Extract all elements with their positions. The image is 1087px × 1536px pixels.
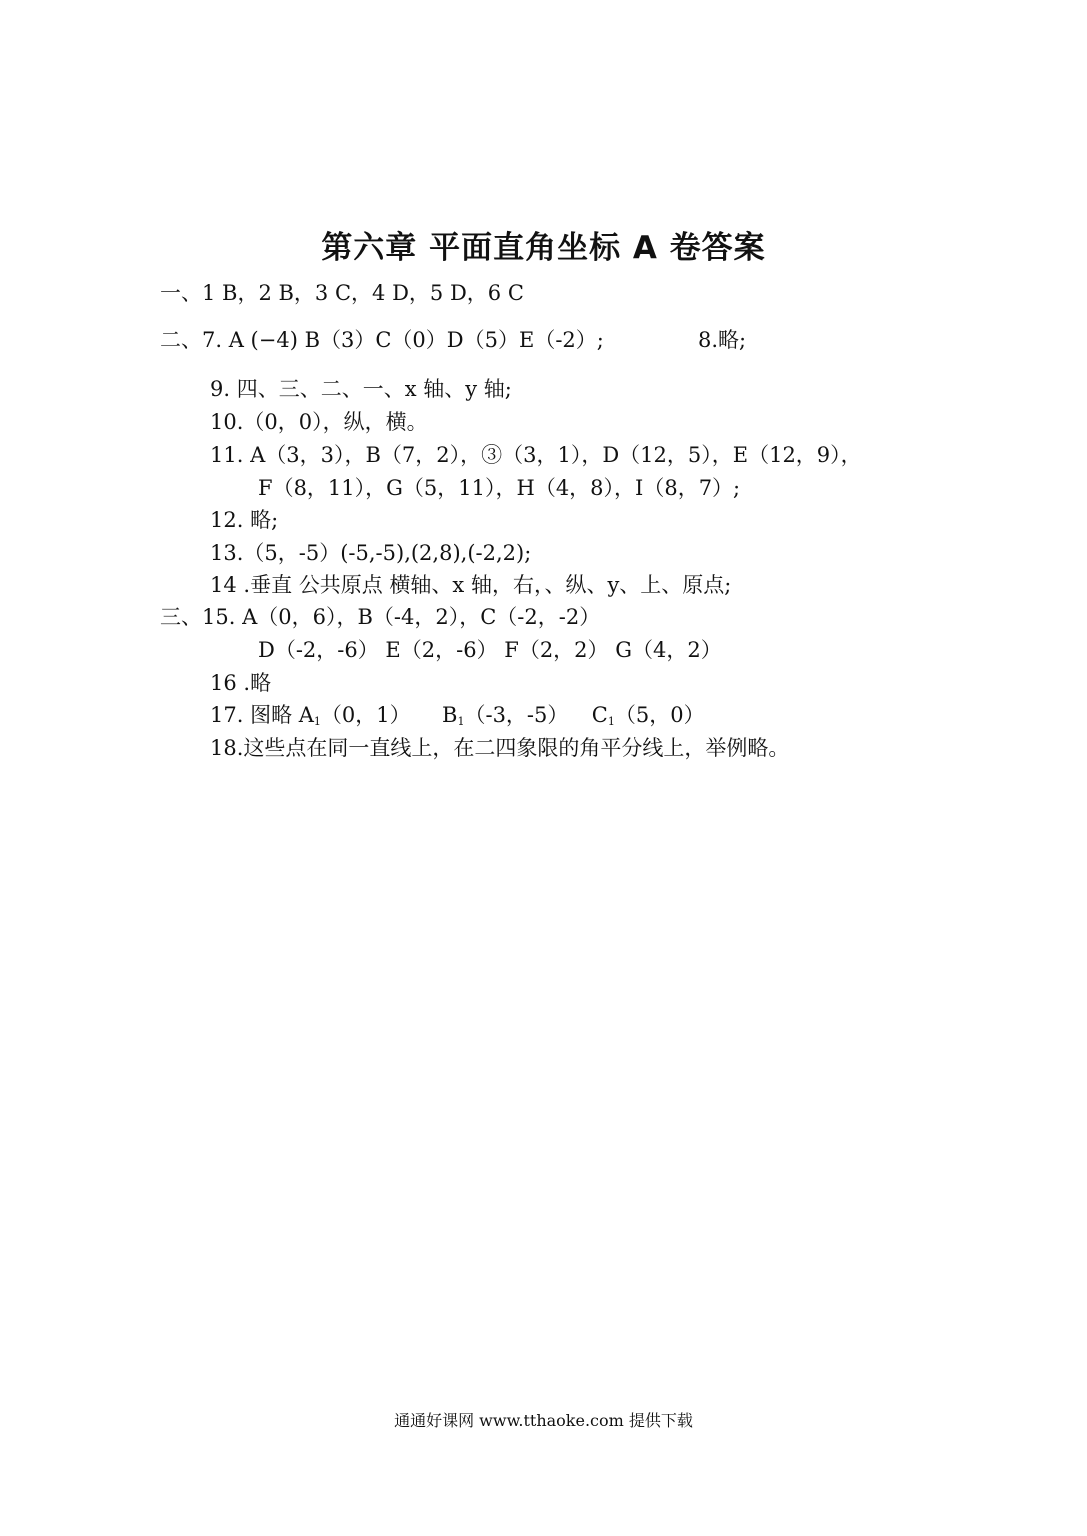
q11-answer-line1: 11. A（3，3），B（7，2），③（3，1），D（12，5），E（12，9），	[210, 443, 862, 467]
q17-c-value: （5，0）	[614, 703, 705, 727]
section1-answers: 一、1 B，2 B，3 C，4 D，5 D，6 C	[160, 281, 524, 305]
page-title: 第六章 平面直角坐标 A 卷答案	[321, 230, 766, 266]
footer-source: 通通好课网 www.tthaoke.com 提供下载	[394, 1411, 693, 1430]
q15-answer-line1: 三、15. A（0，6），B（-4，2），C（-2，-2）	[160, 605, 601, 629]
q17-prefix: 17. 图略 A	[210, 703, 314, 727]
q17-a-subscript: 1	[313, 715, 321, 728]
q14-answer: 14 .垂直 公共原点 横轴、x 轴，右，、纵、y、上、原点;	[210, 573, 732, 597]
q16-answer: 16 .略	[210, 671, 272, 695]
q17-c-label: C	[591, 703, 608, 727]
q8-answer: 8.略;	[698, 328, 747, 352]
q7-answer: 二、7. A (−4) B（3）C（0）D（5）E（-2）;	[160, 328, 604, 352]
q10-answer: 10.（0，0），纵，横。	[210, 410, 428, 434]
q12-answer: 12. 略;	[210, 508, 279, 532]
q17-b-value: （-3，-5）	[464, 703, 569, 727]
q17-c-subscript: 1	[607, 715, 615, 728]
q13-answer: 13.（5，-5）(-5,-5),(2,8),(-2,2);	[210, 541, 532, 565]
q17-answer	[210, 701, 705, 736]
q17-b-label: B	[442, 703, 458, 727]
q18-answer: 18.这些点在同一直线上，在二四象限的角平分线上，举例略。	[210, 736, 790, 760]
q9-answer: 9. 四、三、二、一、x 轴、y 轴;	[210, 377, 512, 401]
q17-a-value: （0，1）	[320, 703, 411, 727]
q11-answer-line2: F（8，11），G（5，11），H（4，8），I（8，7）;	[258, 476, 741, 500]
q17-b-subscript: 1	[457, 715, 465, 728]
q15-answer-line2: D（-2，-6） E（2，-6） F（2，2） G（4，2）	[258, 638, 722, 662]
